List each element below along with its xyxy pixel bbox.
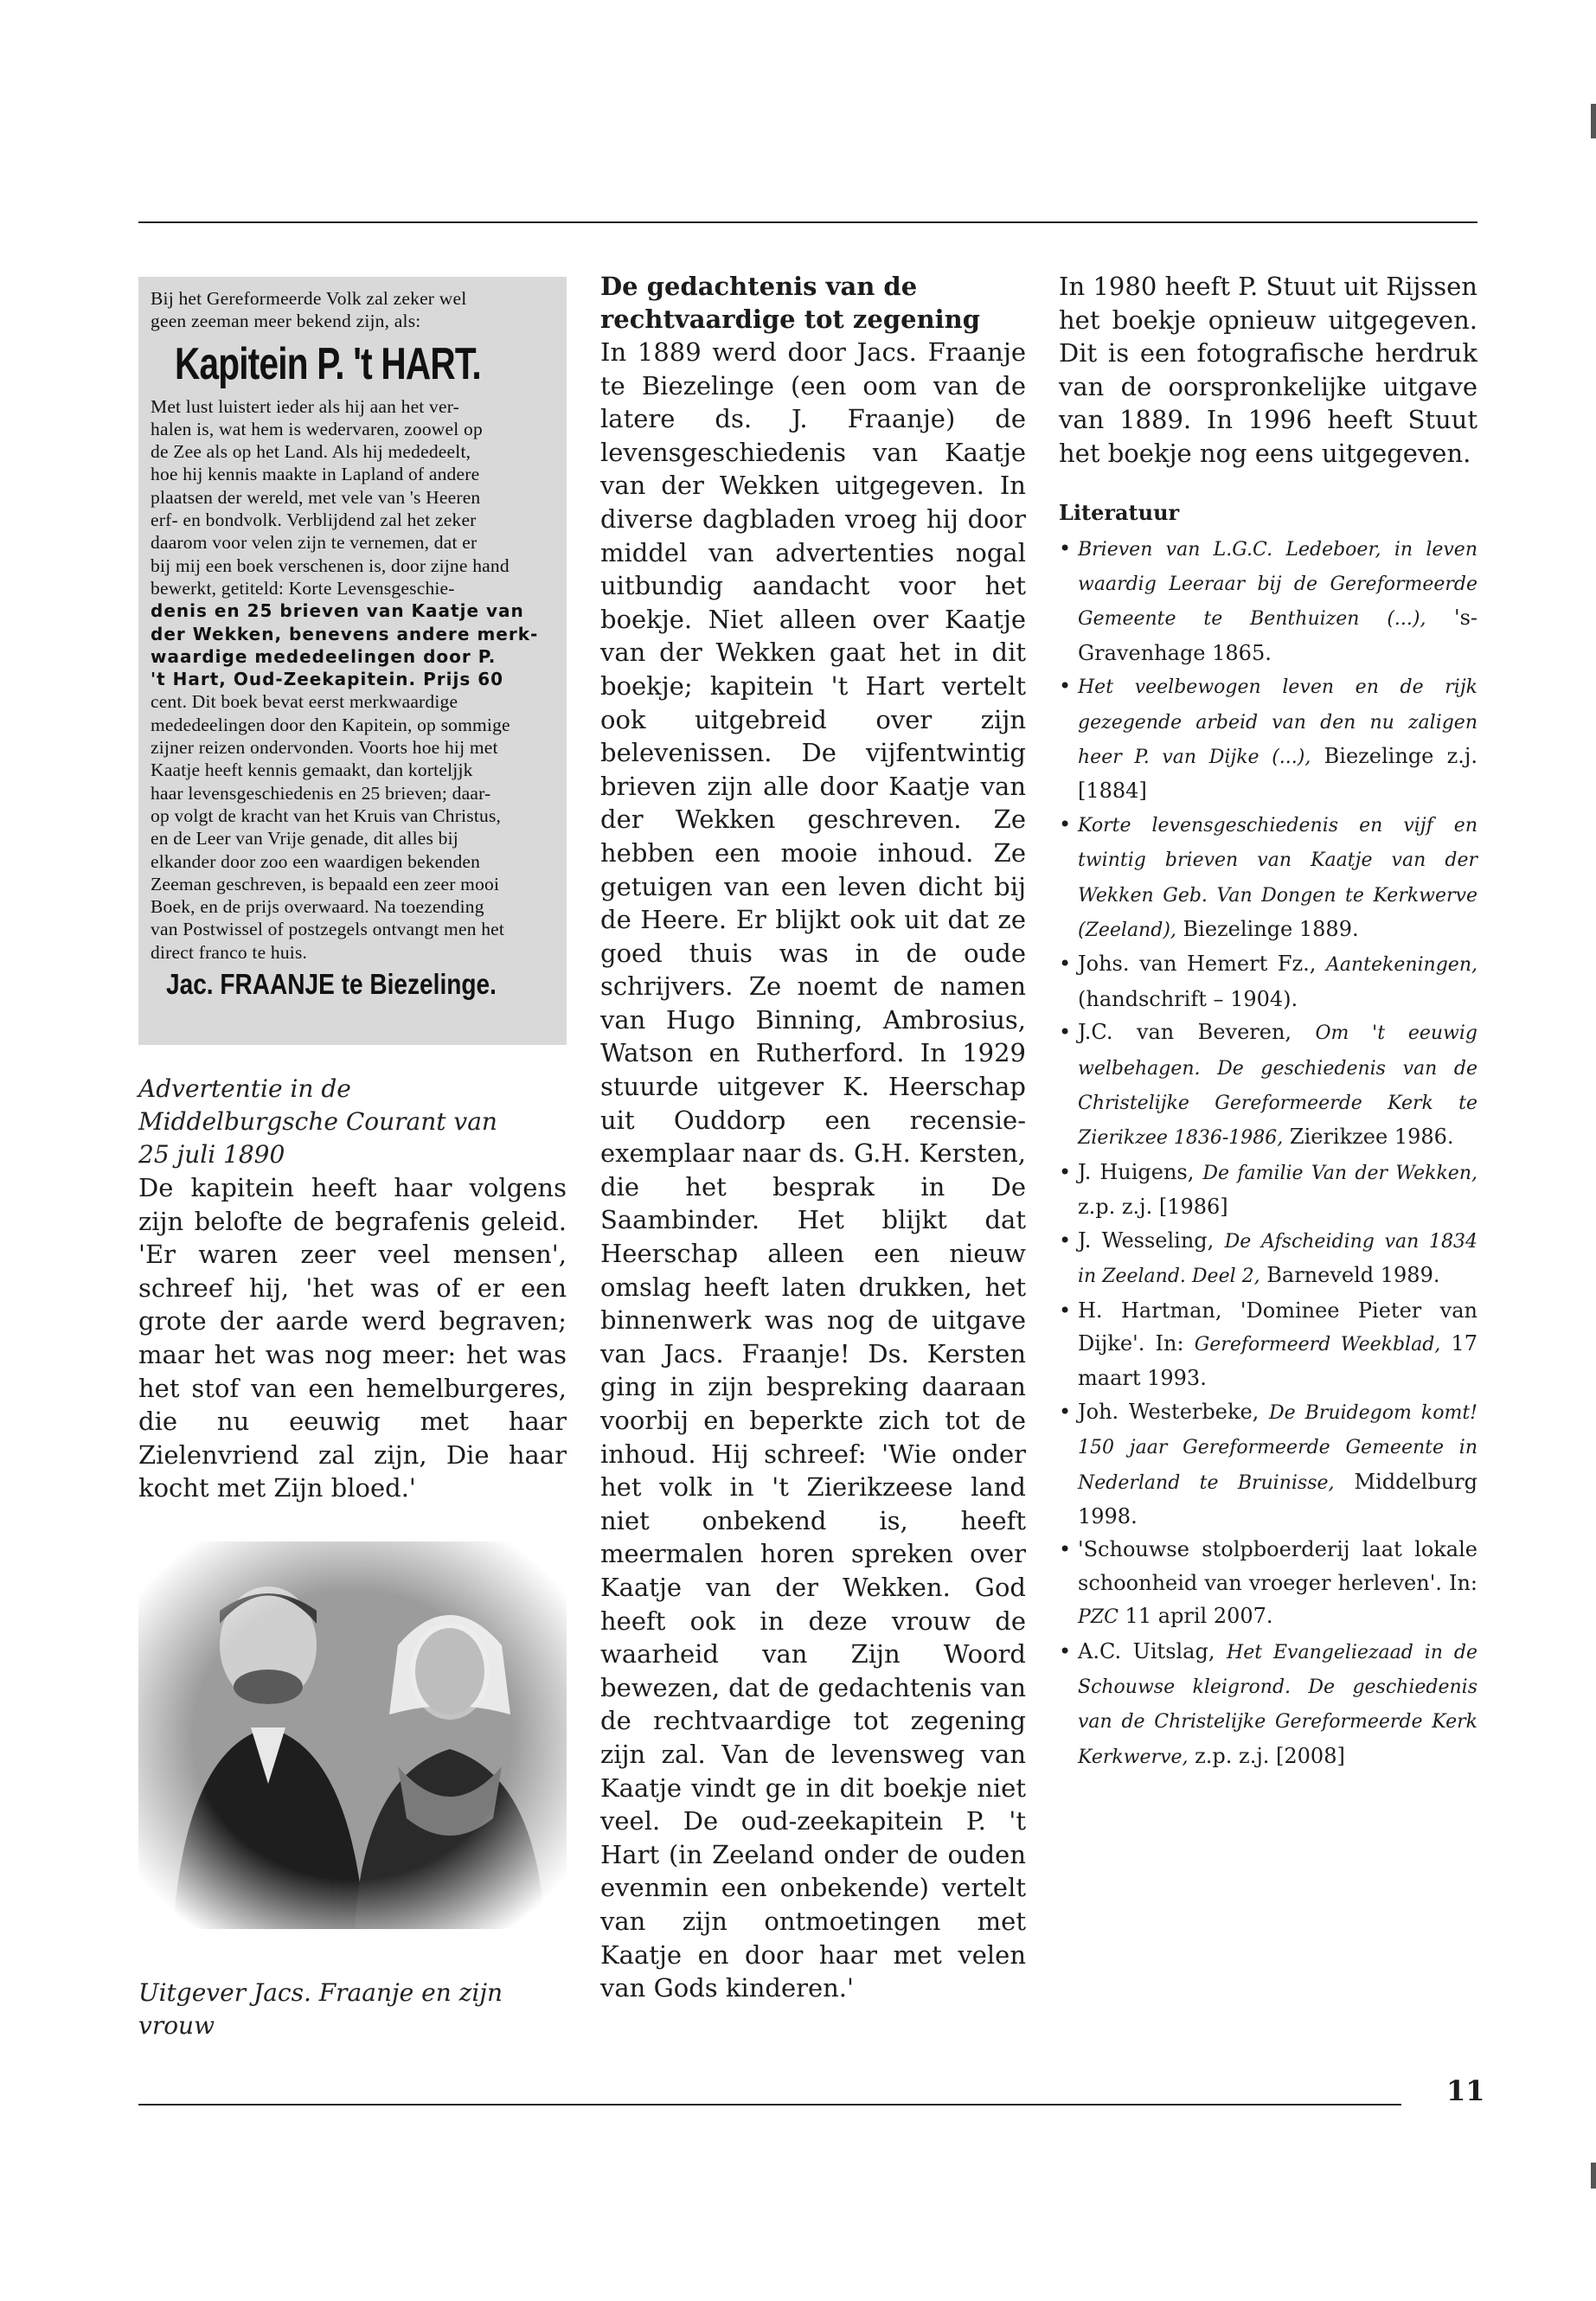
header-rule (138, 221, 1477, 223)
bullet-icon: • (1059, 952, 1072, 977)
advertisement-line: zijner reizen ondervonden. Voorts hoe hij met (151, 737, 498, 759)
literature-publication: Biezelinge 1889. (1176, 917, 1359, 942)
literature-publication: (handschrift – 1904). (1078, 986, 1298, 1011)
advertisement-line: Met lust luistert ieder als hij aan het ver- (151, 395, 460, 417)
bullet-icon: • (1059, 1537, 1072, 1562)
page-number: 11 (1446, 2074, 1485, 2107)
portrait-photo (138, 1541, 567, 1929)
advertisement-line: waardige mededeelingen door P. (151, 645, 497, 667)
literature-publication: Barneveld 1989. (1259, 1263, 1440, 1288)
advertisement-line: haar levensgeschiedenis en 25 brieven; daar- (151, 782, 491, 804)
advertisement-line: Kaatje heeft kennis gemaakt, dan korteljjk (151, 760, 473, 781)
bullet-icon: • (1059, 1638, 1072, 1663)
literature-list (1059, 532, 1477, 1775)
advertisement-caption: Advertentie in de Middelburgsche Courant van 25 juli 1890 (138, 1074, 497, 1169)
col3 (1059, 270, 1477, 1774)
advertisement-line: bewerkt, getiteld: Korte Levensgeschie- (151, 577, 455, 599)
advertisement-signature: Jac. FRAANJE te Biezelinge. (166, 968, 497, 1001)
literature-item (1059, 1294, 1477, 1395)
literature-title: De Bruidegom komt! 150 jaar Gereformeerde Gemeente in Nederland te Bruinisse, (1078, 1401, 1477, 1494)
literature-title: Brieven van L.G.C. Ledeboer, in leven waardig Leeraar bij de Gereformeerde Gemeente te Benthuizen (...), (1078, 538, 1477, 631)
advertisement-line: Zeeman geschreven, is bepaald een zeer mooi (151, 873, 500, 894)
photo-caption: Uitgever Jacs. Fraanje en zijn vrouw (138, 1978, 503, 2040)
literature-item (1059, 808, 1477, 948)
literature-title: Om 't eeuwig welbehagen. De geschiedenis van de Christelijke Gereformeerde Kerk te Zierikzee 1836-1986, (1078, 1022, 1477, 1150)
literature-publication: Middelburg 1998. (1078, 1469, 1477, 1529)
literature-publication: 17 maart 1993. (1078, 1330, 1477, 1391)
literature-publication: z.p. z.j. [2008] (1188, 1743, 1345, 1768)
literature-item (1059, 532, 1477, 670)
col1-body-text: De kapitein heeft haar volgens zijn belofte de begrafenis geleid. 'Er waren zeer veel mensen', schreef hij, 'het was of er een grote der aarde werd begraven; maar het was nog meer: het was het stof van een hemelburgeres, die nu eeuwig met haar Zielenvriend zal zijn, Die haar kocht met Zijn bloed.' (138, 1173, 567, 1503)
literature-publication: z.p. z.j. [1986] (1078, 1195, 1228, 1220)
advertisement-line: 't Hart, Oud-Zeekapitein. Prijs 60 (151, 669, 504, 690)
literature-title: Het Evangeliezaad in de Schouwse kleigrond. De geschiedenis van de Christelijke Gereformeerde Kerk Kerkwerve, (1078, 1641, 1477, 1768)
literature-title: Aantekeningen, (1325, 954, 1477, 977)
advertisement-line: van Postwissel of postzegels ontvangt men het (151, 919, 505, 940)
literature-publication: 's-Gravenhage 1865. (1078, 606, 1477, 665)
literature-author: J. Wesseling, (1078, 1227, 1225, 1253)
literature-author: J.C. van Beveren, (1078, 1020, 1316, 1045)
literature-title: Gereformeerd Weekblad, (1194, 1333, 1441, 1356)
section-heading: De gedachtenis van de rechtvaardige tot zegening (600, 272, 981, 334)
advertisement-line: denis en 25 brieven van Kaatje van (151, 600, 524, 622)
advertisement-line: plaatsen der wereld, met vele van 's Heeren (151, 486, 481, 508)
literature-author: Johs. van Hemert Fz., (1078, 952, 1326, 977)
advertisement-line: cent. Dit boek bevat eerst merkwaardige (151, 691, 458, 713)
advertisement-line: direct franco te huis. (151, 941, 308, 963)
literature-title: Het veelbewogen leven en de rijk gezegende arbeid van den nu zaligen heer P. van Dijke (...), (1078, 676, 1477, 768)
literature-item (1059, 1016, 1477, 1156)
advertisement-line: halen is, wat hem is wedervaren, zoowel op (151, 418, 483, 439)
literature-author: Joh. Westerbeke, (1078, 1399, 1269, 1424)
literature-title: De familie Van der Wekken, (1202, 1162, 1477, 1184)
literature-author: 'Schouwse stolpboerderij laat lokale schoonheid van vroeger herleven'. In: (1078, 1537, 1477, 1595)
literature-item (1059, 1533, 1477, 1634)
advertisement-line: bij mij een boek verschenen is, door zijne hand (151, 554, 510, 576)
scan-edge-mark (1591, 2163, 1596, 2189)
literature-heading: Literatuur (1059, 499, 1180, 525)
col2 (600, 270, 1026, 2005)
scan-edge-mark (1591, 104, 1596, 138)
literature-title: PZC (1078, 1606, 1118, 1629)
bullet-icon: • (1059, 811, 1072, 836)
col3-body-text: In 1980 heeft P. Stuut uit Rijssen het boekje opnieuw uitgegeven. Dit is een fotografische herdruk van de oorspronkelijke uitgave van 1889. In 1996 heeft Stuut het boekje nog eens uitgegeven. (1059, 272, 1477, 468)
advertisement-line: erf- en bondvolk. Verblijdend zal het zeker (151, 510, 477, 531)
literature-publication: 11 april 2007. (1118, 1604, 1273, 1629)
advertisement-line: de Zee als op het Land. Als hij mededeelt, (151, 441, 471, 463)
literature-publication: Biezelinge z.j. [1884] (1078, 744, 1478, 804)
literature-title: De Afscheiding van 1834 in Zeeland. Deel 2, (1078, 1230, 1477, 1288)
literature-item (1059, 1224, 1477, 1294)
literature-author: H. Hartman, 'Dominee Pieter van Dijke'. In: (1078, 1298, 1477, 1356)
literature-item (1059, 1395, 1477, 1534)
literature-item (1059, 1156, 1477, 1224)
footer-rule (138, 2104, 1401, 2106)
advertisement-line: Bij het Gereformeerde Volk zal zeker wel (151, 288, 467, 309)
newspaper-advertisement (138, 277, 567, 1045)
literature-item (1059, 1635, 1477, 1775)
portrait-couple-illustration (138, 1541, 567, 1929)
advertisement-line: daarom voor velen zijn te vernemen, dat er (151, 532, 478, 554)
advertisement-line: geen zeeman meer bekend zijn, als: (151, 311, 421, 332)
advertisement-line: en de Leer van Vrije genade, dit alles bij (151, 828, 458, 849)
bullet-icon: • (1059, 674, 1072, 699)
literature-item (1059, 670, 1477, 808)
literature-author: J. Huigens, (1078, 1159, 1203, 1184)
bullet-icon: • (1059, 1298, 1072, 1323)
advertisement-line: mededeelingen door den Kapitein, op sommige (151, 714, 510, 735)
advertisement-line: op volgt de kracht van het Kruis van Christus, (151, 804, 502, 826)
bullet-icon: • (1059, 1399, 1072, 1424)
bullet-icon: • (1059, 1020, 1072, 1045)
literature-title: Korte levensgeschiedenis en vijf en twintig brieven van Kaatje van der Wekken Geb. Van Dongen te Kerkwerve (Zeeland), (1078, 814, 1477, 942)
advertisement-line: elkander door zoo een waardigen bekenden (151, 850, 481, 872)
bullet-icon: • (1059, 1159, 1072, 1184)
advertisement-line: der Wekken, benevens andere merk- (151, 623, 539, 644)
literature-publication: Zierikzee 1986. (1283, 1125, 1454, 1150)
advertisement-line: hoe hij kennis maakte in Lapland of andere (151, 464, 480, 485)
advertisement-title: Kapitein P. 't HART. (175, 338, 481, 389)
bullet-icon: • (1059, 1227, 1072, 1253)
col2-body-text: In 1889 werd door Jacs. Fraanje te Biezelinge (een oom van de latere ds. J. Fraanje) de levensgeschiedenis van Kaatje van der Wekken uitgegeven. In diverse dagbladen vroeg hij door middel van advertenties nogal uitbundig aandacht voor het boekje. Niet alleen over Kaatje van der Wekken gaat het in dit boekje; kapitein 't Hart vertelt ook uitgebreid over zijn belevenissen. De vijfentwintig brieven zijn alle door Kaatje van der Wekken geschreven. Ze hebben een mooie inhoud. Ze getuigen van een leven dicht bij de Heere. Er blijkt ook uit dat ze goed thuis was in de oude schrijvers. Ze noemt de namen van Hugo Binning, Ambrosius, Watson en Rutherford. In 1929 stuurde uitgever K. Heerschap uit Ouddorp een recensie-exemplaar naar ds. G.H. Kersten, die het besprak in De Saambinder. Het blijkt dat Heerschap alleen een nieuw omslag heeft laten drukken, het binnenwerk was nog de uitgave van Jacs. Fraanje! Ds. Kersten ging in zijn bespreking daaraan voorbij en beperkte zich tot de inhoud. Hij schreef: 'Wie onder het volk in 't Zierikzeese land niet onbekend is, heeft meermalen horen spreken over Kaatje van der Wekken. God heeft ook in deze vrouw de waarheid van Zijn Woord bewezen, dat de gedachtenis van de rechtvaardige tot zegening zijn zal. Van de levensweg van Kaatje vindt ge in dit boekje niet veel. De oud-zeekapitein P. 't Hart (in Zeeland onder de ouden evenmin een onbekende) vertelt van zijn ontmoetingen met Kaatje en door haar met velen van Gods kinderen.' (600, 337, 1026, 2003)
advertisement-line: Boek, en de prijs overwaard. Na toezending (151, 896, 484, 918)
literature-author: A.C. Uitslag, (1078, 1638, 1227, 1663)
literature-item (1059, 947, 1477, 1016)
bullet-icon: • (1059, 535, 1072, 561)
